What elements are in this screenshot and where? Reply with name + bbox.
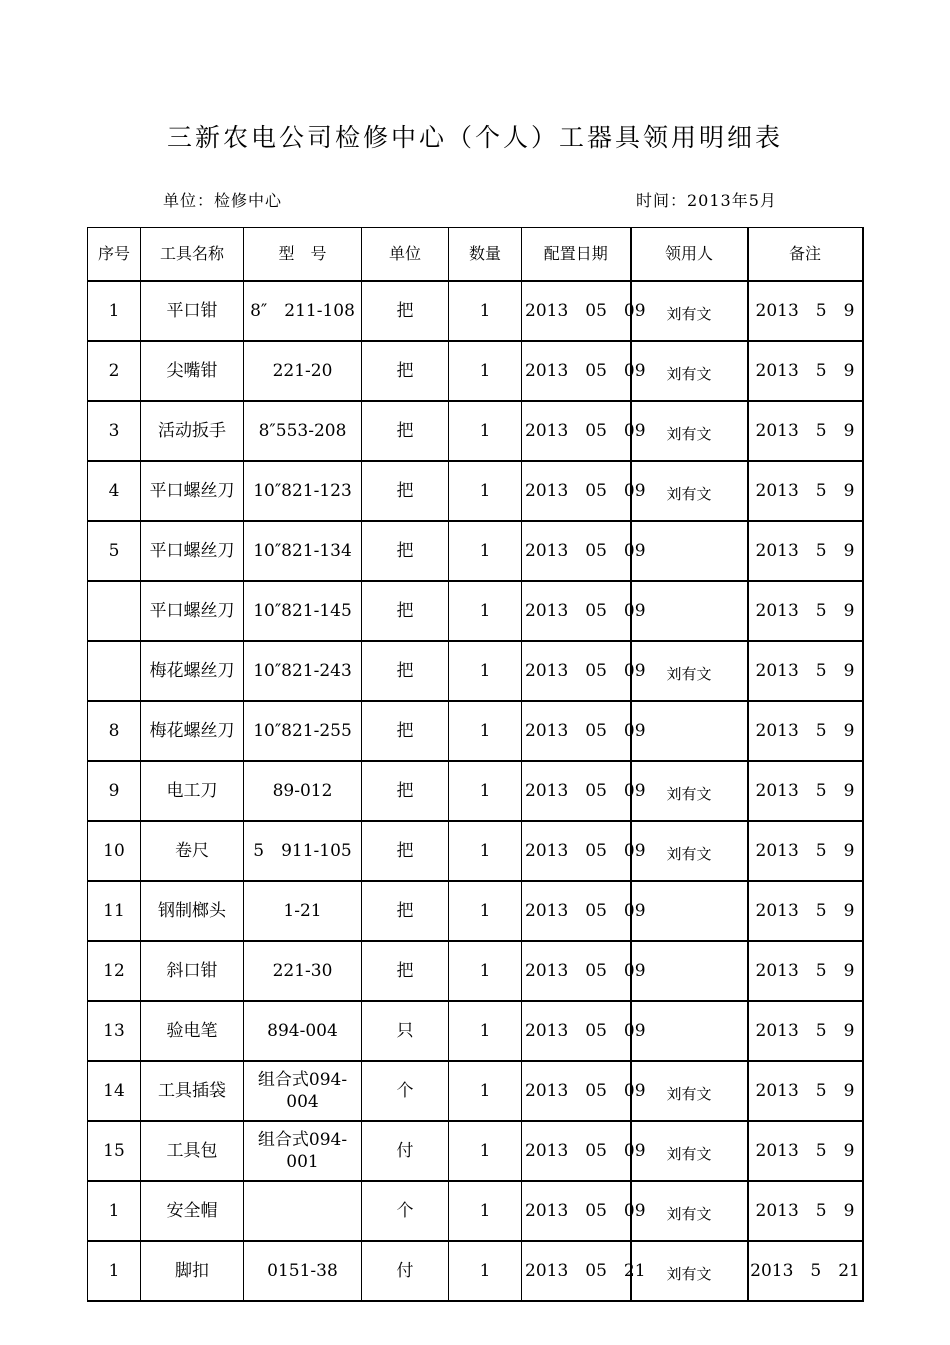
cell-date: 2013 05 09 (522, 401, 631, 461)
cell-person: 刘有文 (631, 1061, 748, 1121)
cell-name: 尖嘴钳 (141, 341, 244, 401)
cell-model: 89-012 (244, 761, 362, 821)
cell-qty: 1 (449, 521, 522, 581)
cell-note: 2013 5 9 (748, 521, 863, 581)
table-row (88, 1121, 863, 1181)
cell-qty: 1 (449, 581, 522, 641)
cell-no: 8 (88, 701, 141, 761)
cell-model: 10″821-145 (244, 581, 362, 641)
cell-qty: 1 (449, 281, 522, 341)
header-cell-unit: 单位 (362, 228, 449, 282)
cell-name: 梅花螺丝刀 (141, 641, 244, 701)
cell-date: 2013 05 09 (522, 641, 631, 701)
cell-qty: 1 (449, 881, 522, 941)
cell-model: 8″ 211-108 (244, 281, 362, 341)
cell-note: 2013 5 9 (748, 281, 863, 341)
cell-date: 2013 05 09 (522, 1061, 631, 1121)
cell-unit: 把 (362, 281, 449, 341)
cell-name: 工具包 (141, 1121, 244, 1181)
header-cell-qty: 数量 (449, 228, 522, 282)
cell-note: 2013 5 9 (748, 641, 863, 701)
header-cell-name: 工具名称 (141, 228, 244, 282)
cell-person (631, 581, 748, 641)
cell-name: 卷尺 (141, 821, 244, 881)
cell-date: 2013 05 09 (522, 521, 631, 581)
cell-model: 10″821-255 (244, 701, 362, 761)
cell-no: 4 (88, 461, 141, 521)
table-row (88, 341, 863, 401)
cell-name: 平口螺丝刀 (141, 521, 244, 581)
cell-model: 0151-38 (244, 1241, 362, 1301)
cell-qty: 1 (449, 1121, 522, 1181)
cell-no (88, 581, 141, 641)
cell-person: 刘有文 (631, 281, 748, 341)
cell-note: 2013 5 9 (748, 1181, 863, 1241)
cell-unit: 付 (362, 1121, 449, 1181)
cell-name: 活动扳手 (141, 401, 244, 461)
cell-person: 刘有文 (631, 641, 748, 701)
cell-date: 2013 05 09 (522, 941, 631, 1001)
cell-person: 刘有文 (631, 821, 748, 881)
cell-model (244, 1181, 362, 1241)
table-header-row (88, 228, 863, 282)
cell-date: 2013 05 09 (522, 701, 631, 761)
table-row (88, 1001, 863, 1061)
page-title: 三新农电公司检修中心（个人）工器具领用明细表 (166, 123, 783, 152)
cell-no: 1 (88, 1241, 141, 1301)
cell-date: 2013 05 09 (522, 461, 631, 521)
cell-name: 脚扣 (141, 1241, 244, 1301)
cell-name: 平口螺丝刀 (141, 581, 244, 641)
cell-qty: 1 (449, 1181, 522, 1241)
table-row (88, 461, 863, 521)
cell-person: 刘有文 (631, 401, 748, 461)
cell-unit: 把 (362, 761, 449, 821)
cell-unit: 把 (362, 341, 449, 401)
table-row (88, 281, 863, 341)
cell-date: 2013 05 09 (522, 281, 631, 341)
table-row (88, 581, 863, 641)
header-cell-no: 序号 (88, 228, 141, 282)
cell-note: 2013 5 9 (748, 1121, 863, 1181)
cell-unit: 付 (362, 1241, 449, 1301)
cell-name: 钢制榔头 (141, 881, 244, 941)
cell-no: 5 (88, 521, 141, 581)
cell-no: 15 (88, 1121, 141, 1181)
cell-qty: 1 (449, 701, 522, 761)
header-cell-model: 型 号 (244, 228, 362, 282)
cell-model: 1-21 (244, 881, 362, 941)
cell-qty: 1 (449, 401, 522, 461)
cell-person: 刘有文 (631, 1121, 748, 1181)
unit-label: 单位：检修中心 (163, 191, 283, 210)
table-row (88, 641, 863, 701)
cell-unit: 把 (362, 521, 449, 581)
cell-person (631, 701, 748, 761)
cell-no: 9 (88, 761, 141, 821)
cell-no: 3 (88, 401, 141, 461)
cell-date: 2013 05 09 (522, 1121, 631, 1181)
cell-name: 安全帽 (141, 1181, 244, 1241)
cell-unit: 只 (362, 1001, 449, 1061)
cell-unit: 把 (362, 581, 449, 641)
cell-no: 12 (88, 941, 141, 1001)
cell-no: 2 (88, 341, 141, 401)
cell-name: 电工刀 (141, 761, 244, 821)
cell-model: 221-20 (244, 341, 362, 401)
cell-qty: 1 (449, 941, 522, 1001)
cell-model: 10″821-123 (244, 461, 362, 521)
cell-no: 14 (88, 1061, 141, 1121)
table-row (88, 521, 863, 581)
cell-person: 刘有文 (631, 1181, 748, 1241)
cell-date: 2013 05 09 (522, 341, 631, 401)
cell-name: 梅花螺丝刀 (141, 701, 244, 761)
cell-no: 10 (88, 821, 141, 881)
cell-note: 2013 5 9 (748, 1061, 863, 1121)
cell-model: 组合式094-004 (244, 1061, 362, 1121)
table-row (88, 701, 863, 761)
cell-note: 2013 5 9 (748, 1001, 863, 1061)
cell-unit: 个 (362, 1181, 449, 1241)
cell-note: 2013 5 9 (748, 341, 863, 401)
cell-unit: 把 (362, 461, 449, 521)
table-row (88, 941, 863, 1001)
tool-table (87, 227, 864, 1302)
cell-person (631, 881, 748, 941)
cell-name: 斜口钳 (141, 941, 244, 1001)
cell-date: 2013 05 09 (522, 1181, 631, 1241)
cell-qty: 1 (449, 1241, 522, 1301)
table-row (88, 881, 863, 941)
cell-note: 2013 5 9 (748, 581, 863, 641)
cell-no: 1 (88, 281, 141, 341)
header-cell-person: 领用人 (631, 228, 748, 282)
cell-name: 平口钳 (141, 281, 244, 341)
cell-no: 1 (88, 1181, 141, 1241)
cell-note: 2013 5 9 (748, 881, 863, 941)
cell-model: 组合式094-001 (244, 1121, 362, 1181)
cell-person (631, 1001, 748, 1061)
time-label: 时间：2013年5月 (636, 191, 777, 210)
cell-qty: 1 (449, 761, 522, 821)
table-row (88, 1181, 863, 1241)
cell-date: 2013 05 09 (522, 821, 631, 881)
table-row (88, 1241, 863, 1301)
cell-unit: 个 (362, 1061, 449, 1121)
cell-date: 2013 05 21 (522, 1241, 631, 1301)
cell-person: 刘有文 (631, 461, 748, 521)
cell-unit: 把 (362, 881, 449, 941)
cell-date: 2013 05 09 (522, 881, 631, 941)
table-row (88, 821, 863, 881)
header-cell-note: 备注 (748, 228, 863, 282)
cell-unit: 把 (362, 821, 449, 881)
cell-unit: 把 (362, 641, 449, 701)
cell-name: 工具插袋 (141, 1061, 244, 1121)
cell-model: 10″821-243 (244, 641, 362, 701)
cell-date: 2013 05 09 (522, 761, 631, 821)
cell-model: 5 911-105 (244, 821, 362, 881)
cell-person: 刘有文 (631, 761, 748, 821)
cell-person: 刘有文 (631, 341, 748, 401)
cell-no: 11 (88, 881, 141, 941)
cell-qty: 1 (449, 821, 522, 881)
cell-person (631, 521, 748, 581)
cell-note: 2013 5 9 (748, 761, 863, 821)
cell-model: 894-004 (244, 1001, 362, 1061)
cell-name: 验电笔 (141, 1001, 244, 1061)
cell-note: 2013 5 21 (748, 1241, 863, 1301)
cell-qty: 1 (449, 461, 522, 521)
cell-qty: 1 (449, 341, 522, 401)
cell-name: 平口螺丝刀 (141, 461, 244, 521)
cell-no: 13 (88, 1001, 141, 1061)
cell-note: 2013 5 9 (748, 401, 863, 461)
cell-model: 221-30 (244, 941, 362, 1001)
cell-qty: 1 (449, 1061, 522, 1121)
cell-date: 2013 05 09 (522, 581, 631, 641)
cell-unit: 把 (362, 941, 449, 1001)
cell-note: 2013 5 9 (748, 941, 863, 1001)
cell-note: 2013 5 9 (748, 461, 863, 521)
table-row (88, 1061, 863, 1121)
cell-model: 8″553-208 (244, 401, 362, 461)
cell-note: 2013 5 9 (748, 821, 863, 881)
cell-person (631, 941, 748, 1001)
cell-unit: 把 (362, 401, 449, 461)
cell-qty: 1 (449, 641, 522, 701)
cell-unit: 把 (362, 701, 449, 761)
header-cell-date: 配置日期 (522, 228, 631, 282)
cell-model: 10″821-134 (244, 521, 362, 581)
cell-qty: 1 (449, 1001, 522, 1061)
cell-person: 刘有文 (631, 1241, 748, 1301)
cell-note: 2013 5 9 (748, 701, 863, 761)
table-row (88, 401, 863, 461)
table-row (88, 761, 863, 821)
cell-no (88, 641, 141, 701)
cell-date: 2013 05 09 (522, 1001, 631, 1061)
